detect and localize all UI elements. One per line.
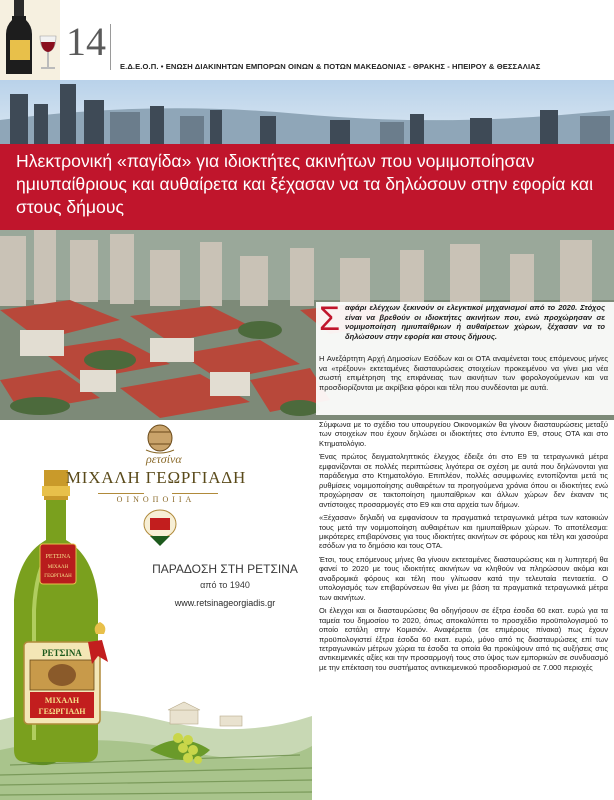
ad-brand-subtitle: ΟΙΝΟΠΟΙΙΑ <box>116 495 196 504</box>
svg-text:ΓΕΩΡΓΙΑΔΗ: ΓΕΩΡΓΙΑΔΗ <box>44 574 72 579</box>
ad-tagline: ΠΑΡΑΔΟΣΗ ΣΤΗ ΡΕΤΣΙΝΑ <box>152 562 298 576</box>
article-headline: Ηλεκτρονική «παγίδα» για ιδιοκτήτες ακινήτων που νομιμοποίησαν ημιυπαίθριους και αυθαίρετα και ξέχασαν να τα δηλώσουν στην εφορία και στους δήμους <box>16 151 594 217</box>
article-paragraph: Ένας πρώτος δειγματοληπτικός έλεγχος έδειξε ότι στο Ε9 τα τετραγωνικά μέτρα εμφανίζονται σε πολλές περιπτώσεις λιγότερα σε σχέση με αυτά που δηλώνονται για παράδειγμα στο Κτηματολόγιο. Επιπλέον, πολλές ασυμφωνίες εντοπίζονται μετά τις ρυθμίσεις νομιμοποίησης αυθαιρέτων τα προηγούμενα χρόνια όπου οι ιδιοκτήτες ενώ προχώρησαν σε τακτοποίηση ημιυπαίθριων και άλλων χώρων δεν έκαναν τις αντίστοιχες προσαρμογές στο Ε9 και στα αρχεία των δήμων. <box>319 452 608 509</box>
barrel-logo-icon <box>146 425 174 453</box>
ad-website-link[interactable]: www.retsinageorgiadis.gr <box>174 598 276 608</box>
article-intro: Η Ανεξάρτητη Αρχή Δημοσίων Εσόδων και οι ΟΤΑ αναμένεται τους επόμενους μήνες να «τρέξουν» εκτεταμένες διασταυρώσεις στοιχείων προκειμένου να γίνει μια νέα σωστή επιμέτρηση της επιφάνειας των ακινήτων των φορολογούμενων και να προσδιορίζονται με ακρίβεια φόροι και τέλη που συνδέονται με αυτά. <box>319 354 608 392</box>
page-number: 14 <box>66 19 106 64</box>
svg-text:ΜΙΧΑΛΗ: ΜΙΧΑΛΗ <box>44 696 80 705</box>
ad-brand-name: ΜΙΧΑΛΗ ΓΕΩΡΓΙΑΔΗ <box>65 468 247 487</box>
svg-text:ΜΙΧΑΛΗ: ΜΙΧΑΛΗ <box>47 565 69 570</box>
article-body <box>319 420 608 676</box>
retsina-bottle <box>14 470 100 762</box>
svg-text:ΓΕΩΡΓΙΑΔΗ: ΓΕΩΡΓΙΑΔΗ <box>38 707 86 716</box>
article-paragraph: Έτσι, τους επόμενους μήνες θα γίνουν εκτεταμένες διασταυρώσεις και η λυπητερή θα φανεί το 2020 με τους ιδιοκτήτες ακινήτων να κληθούν να πληρώσουν ακόμα και αναδρομικά φόρους και τέλη που γλίτωσαν κατά την τελευταία πενταετία. Ο υπολογισμός των επιβαρύνσεων θα γίνει με βάση τα πραγματικά τετραγωνικά μέτρα των ακινήτων. <box>319 554 608 602</box>
ad-since: από το 1940 <box>200 580 250 590</box>
wine-bottle-and-glass-icon <box>0 0 60 80</box>
ad-brand-small: ρετσίνα <box>146 452 182 466</box>
svg-text:ΡΕΤΣΙΝΑ: ΡΕΤΣΙΝΑ <box>45 554 71 560</box>
page-header <box>0 0 614 80</box>
ad-divider-left <box>98 493 144 494</box>
article-paragraph: Σύμφωνα με το σχέδιο του υπουργείου Οικονομικών θα γίνουν διασταυρώσεις μεταξύ των στοιχείων που έχουν δηλώσει οι ιδιοκτήτες στο έντυπο Ε9, στους ΟΤΑ και στο Κτηματολόγιο. <box>319 420 608 448</box>
article-paragraph: Οι έλεγχοι και οι διασταυρώσεις θα οδηγήσουν σε έξτρα έσοδα 60 εκατ. ευρώ για τα ταμεία του δημοσίου το 2020, όπως αποκαλύπτει το προσχέδιο προϋπολογισμού το οποίο εστάλη στην Κομισιόν. Αναφέρεται (σε επιμέρους πίνακα) πως έχουν προϋπολογιστεί έξτρα έσοδα 60 εκατ. ευρώ, μόνο από τις διασταυρώσεις επί των τετραγωνικών μέτρων χώρια τα έσοδα τα οποία θα προκύψουν από τις αυξήσεις στις αντικειμενικές αξίες και την προσαρμογή τους στο ύψος των εμπορικών σε συνδυασμό με την επέκταση του συστήματος αντικειμενικού προσδιορισμού σε 7.000 περιοχές <box>319 606 608 672</box>
ad-divider-right <box>172 493 218 494</box>
header-divider <box>110 24 111 70</box>
city-skyline-photo-top <box>0 80 614 144</box>
vintage-medallion-icon <box>144 510 176 546</box>
article-lead: αφάρι ελέγχων ξεκινούν οι ελεγκτικοί μηχανισμοί από το 2020. Στόχος είναι να βρεθούν οι ιδιοκτήτες ακινήτων που, ενώ προχώρησαν σε νομιμοποίηση ημιυπαίθριων ή αυθαίρετων χώρων, ξέχασαν να το δηλώσουν στην εφορία και στους δήμους. <box>345 303 605 341</box>
drop-cap: Σ <box>319 300 341 338</box>
svg-text:ΡΕΤΣΙΝΑ: ΡΕΤΣΙΝΑ <box>42 648 82 658</box>
publication-title: Ε.Δ.Ε.Ο.Π. • ΕΝΩΣΗ ΔΙΑΚΙΝΗΤΩΝ ΕΜΠΟΡΩΝ ΟΙΝΩΝ & ΠΟΤΩΝ ΜΑΚΕΔΟΝΙΑΣ - ΘΡΑΚΗΣ - ΗΠΕΙΡΟΥ & ΘΕΣΣΑΛΙΑΣ <box>120 62 541 71</box>
retsina-advertisement <box>0 420 312 800</box>
article-paragraph: «Ξέχασαν» δηλαδή να εμφανίσουν τα πραγματικά τετραγωνικά μέτρα των κατοικιών τους μετά την νομιμοποίηση αυθαιρέτων και ημιυπαίθριων χώρων. Το αποτέλεσμα: μικρότερες επιβαρύνσεις για τους ιδιοκτήτες ακινήτων σε φόρους και τέλη και χασούρα εσόδων για το δημόσιο και τους ΟΤΑ. <box>319 513 608 551</box>
